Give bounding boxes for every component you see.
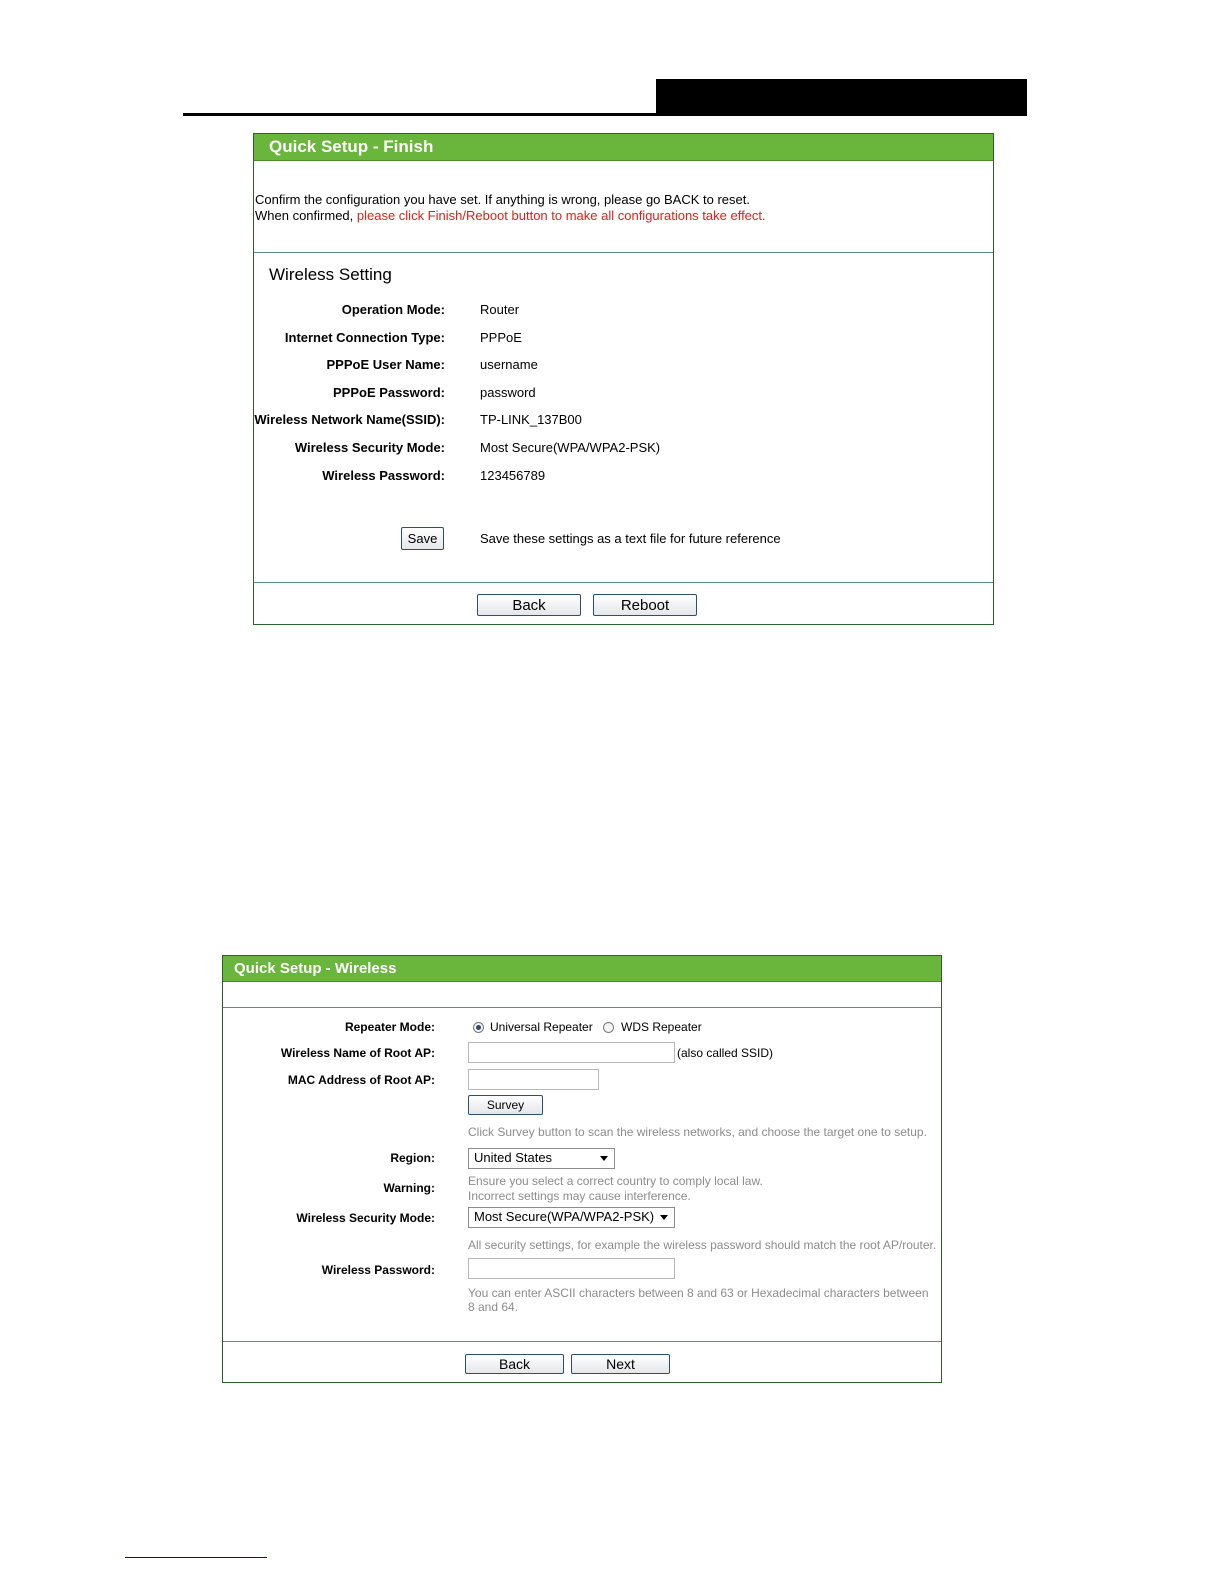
pppoe-user-label: PPPoE User Name: bbox=[326, 357, 445, 372]
password-hint-line-2: 8 and 64. bbox=[468, 1300, 519, 1314]
security-mode-label: Wireless Security Mode: bbox=[294, 440, 445, 455]
root-ap-mac-input[interactable] bbox=[468, 1069, 599, 1090]
chevron-down-icon bbox=[660, 1215, 668, 1220]
operation-mode-label: Operation Mode: bbox=[341, 302, 445, 317]
wds-repeater-radio[interactable] bbox=[603, 1022, 614, 1033]
confirm-highlight: please click Finish/Reboot button to make all configurations take effect. bbox=[356, 208, 766, 223]
confirm-line-1: Confirm the configuration you have set. If anything is wrong, please go BACK to reset. bbox=[255, 192, 750, 207]
warning-label: Warning: bbox=[383, 1181, 435, 1195]
separator bbox=[254, 252, 993, 253]
separator bbox=[254, 582, 993, 583]
ssid-suffix-note: (also called SSID) bbox=[677, 1046, 774, 1060]
security-mode-select[interactable] bbox=[468, 1207, 675, 1228]
security-hint: All security settings, for example the wireless password should match the root AP/router. bbox=[468, 1238, 937, 1252]
ssid-label: Wireless Network Name(SSID): bbox=[254, 412, 445, 427]
confirm-prefix: When confirmed, bbox=[255, 208, 357, 223]
pppoe-user-value: username bbox=[480, 357, 538, 372]
save-hint: Save these settings as a text file for future reference bbox=[480, 531, 781, 546]
pppoe-password-value: password bbox=[480, 385, 536, 400]
pppoe-password-label: PPPoE Password: bbox=[333, 385, 445, 400]
document-header-block bbox=[656, 79, 1027, 116]
wireless-password-value: 123456789 bbox=[480, 468, 546, 483]
region-label: Region: bbox=[390, 1151, 435, 1165]
universal-repeater-radio[interactable] bbox=[473, 1022, 484, 1033]
panel-title bbox=[223, 956, 941, 982]
ssid-value: TP-LINK_137B00 bbox=[480, 412, 582, 427]
footer-link-underline bbox=[125, 1557, 267, 1558]
wireless-title-text: Quick Setup - Wireless bbox=[234, 960, 397, 977]
survey-hint: Click Survey button to scan the wireless networks, and choose the target one to setup. bbox=[468, 1125, 927, 1139]
finish-title-text: Quick Setup - Finish bbox=[269, 137, 434, 156]
quick-setup-finish-panel bbox=[253, 133, 994, 625]
wireless-password-input[interactable] bbox=[468, 1258, 675, 1279]
operation-mode-value: Router bbox=[480, 302, 520, 317]
security-mode-selected-value: Most Secure(WPA/WPA2-PSK) bbox=[474, 1209, 655, 1224]
separator bbox=[223, 1007, 941, 1008]
warning-line-2: Incorrect settings may cause interference. bbox=[468, 1189, 691, 1203]
repeater-mode-label: Repeater Mode: bbox=[344, 1020, 435, 1034]
security-mode-value: Most Secure(WPA/WPA2-PSK) bbox=[480, 440, 661, 455]
connection-type-value: PPPoE bbox=[480, 330, 522, 345]
panel-title bbox=[254, 134, 993, 161]
back-button[interactable]: Back bbox=[477, 594, 581, 616]
root-ap-mac-label: MAC Address of Root AP: bbox=[287, 1073, 435, 1087]
password-hint-line-1: You can enter ASCII characters between 8 and 63 or Hexadecimal characters between bbox=[468, 1286, 929, 1300]
survey-button[interactable]: Survey bbox=[468, 1095, 543, 1115]
confirm-line-2 bbox=[255, 208, 766, 223]
chevron-down-icon bbox=[600, 1156, 608, 1161]
wireless-password-label: Wireless Password: bbox=[321, 1263, 435, 1277]
security-mode-label: Wireless Security Mode: bbox=[296, 1211, 435, 1225]
root-ap-name-label: Wireless Name of Root AP: bbox=[280, 1046, 435, 1060]
warning-line-1: Ensure you select a correct country to comply local law. bbox=[468, 1174, 763, 1188]
back-button[interactable]: Back bbox=[465, 1354, 564, 1374]
universal-repeater-label[interactable]: Universal Repeater bbox=[490, 1020, 593, 1034]
wireless-password-label: Wireless Password: bbox=[322, 468, 445, 483]
wds-repeater-label[interactable]: WDS Repeater bbox=[621, 1020, 702, 1034]
section-title: Wireless Setting bbox=[269, 265, 392, 284]
next-button[interactable]: Next bbox=[571, 1354, 670, 1374]
connection-type-label: Internet Connection Type: bbox=[284, 330, 445, 345]
region-select[interactable] bbox=[468, 1148, 615, 1169]
save-button[interactable]: Save bbox=[401, 527, 444, 550]
separator bbox=[223, 1341, 941, 1342]
reboot-button[interactable]: Reboot bbox=[593, 594, 697, 616]
region-selected-value: United States bbox=[474, 1150, 553, 1165]
root-ap-name-input[interactable] bbox=[468, 1042, 675, 1063]
quick-setup-wireless-panel bbox=[222, 955, 942, 1383]
document-header-rule bbox=[183, 113, 1027, 116]
